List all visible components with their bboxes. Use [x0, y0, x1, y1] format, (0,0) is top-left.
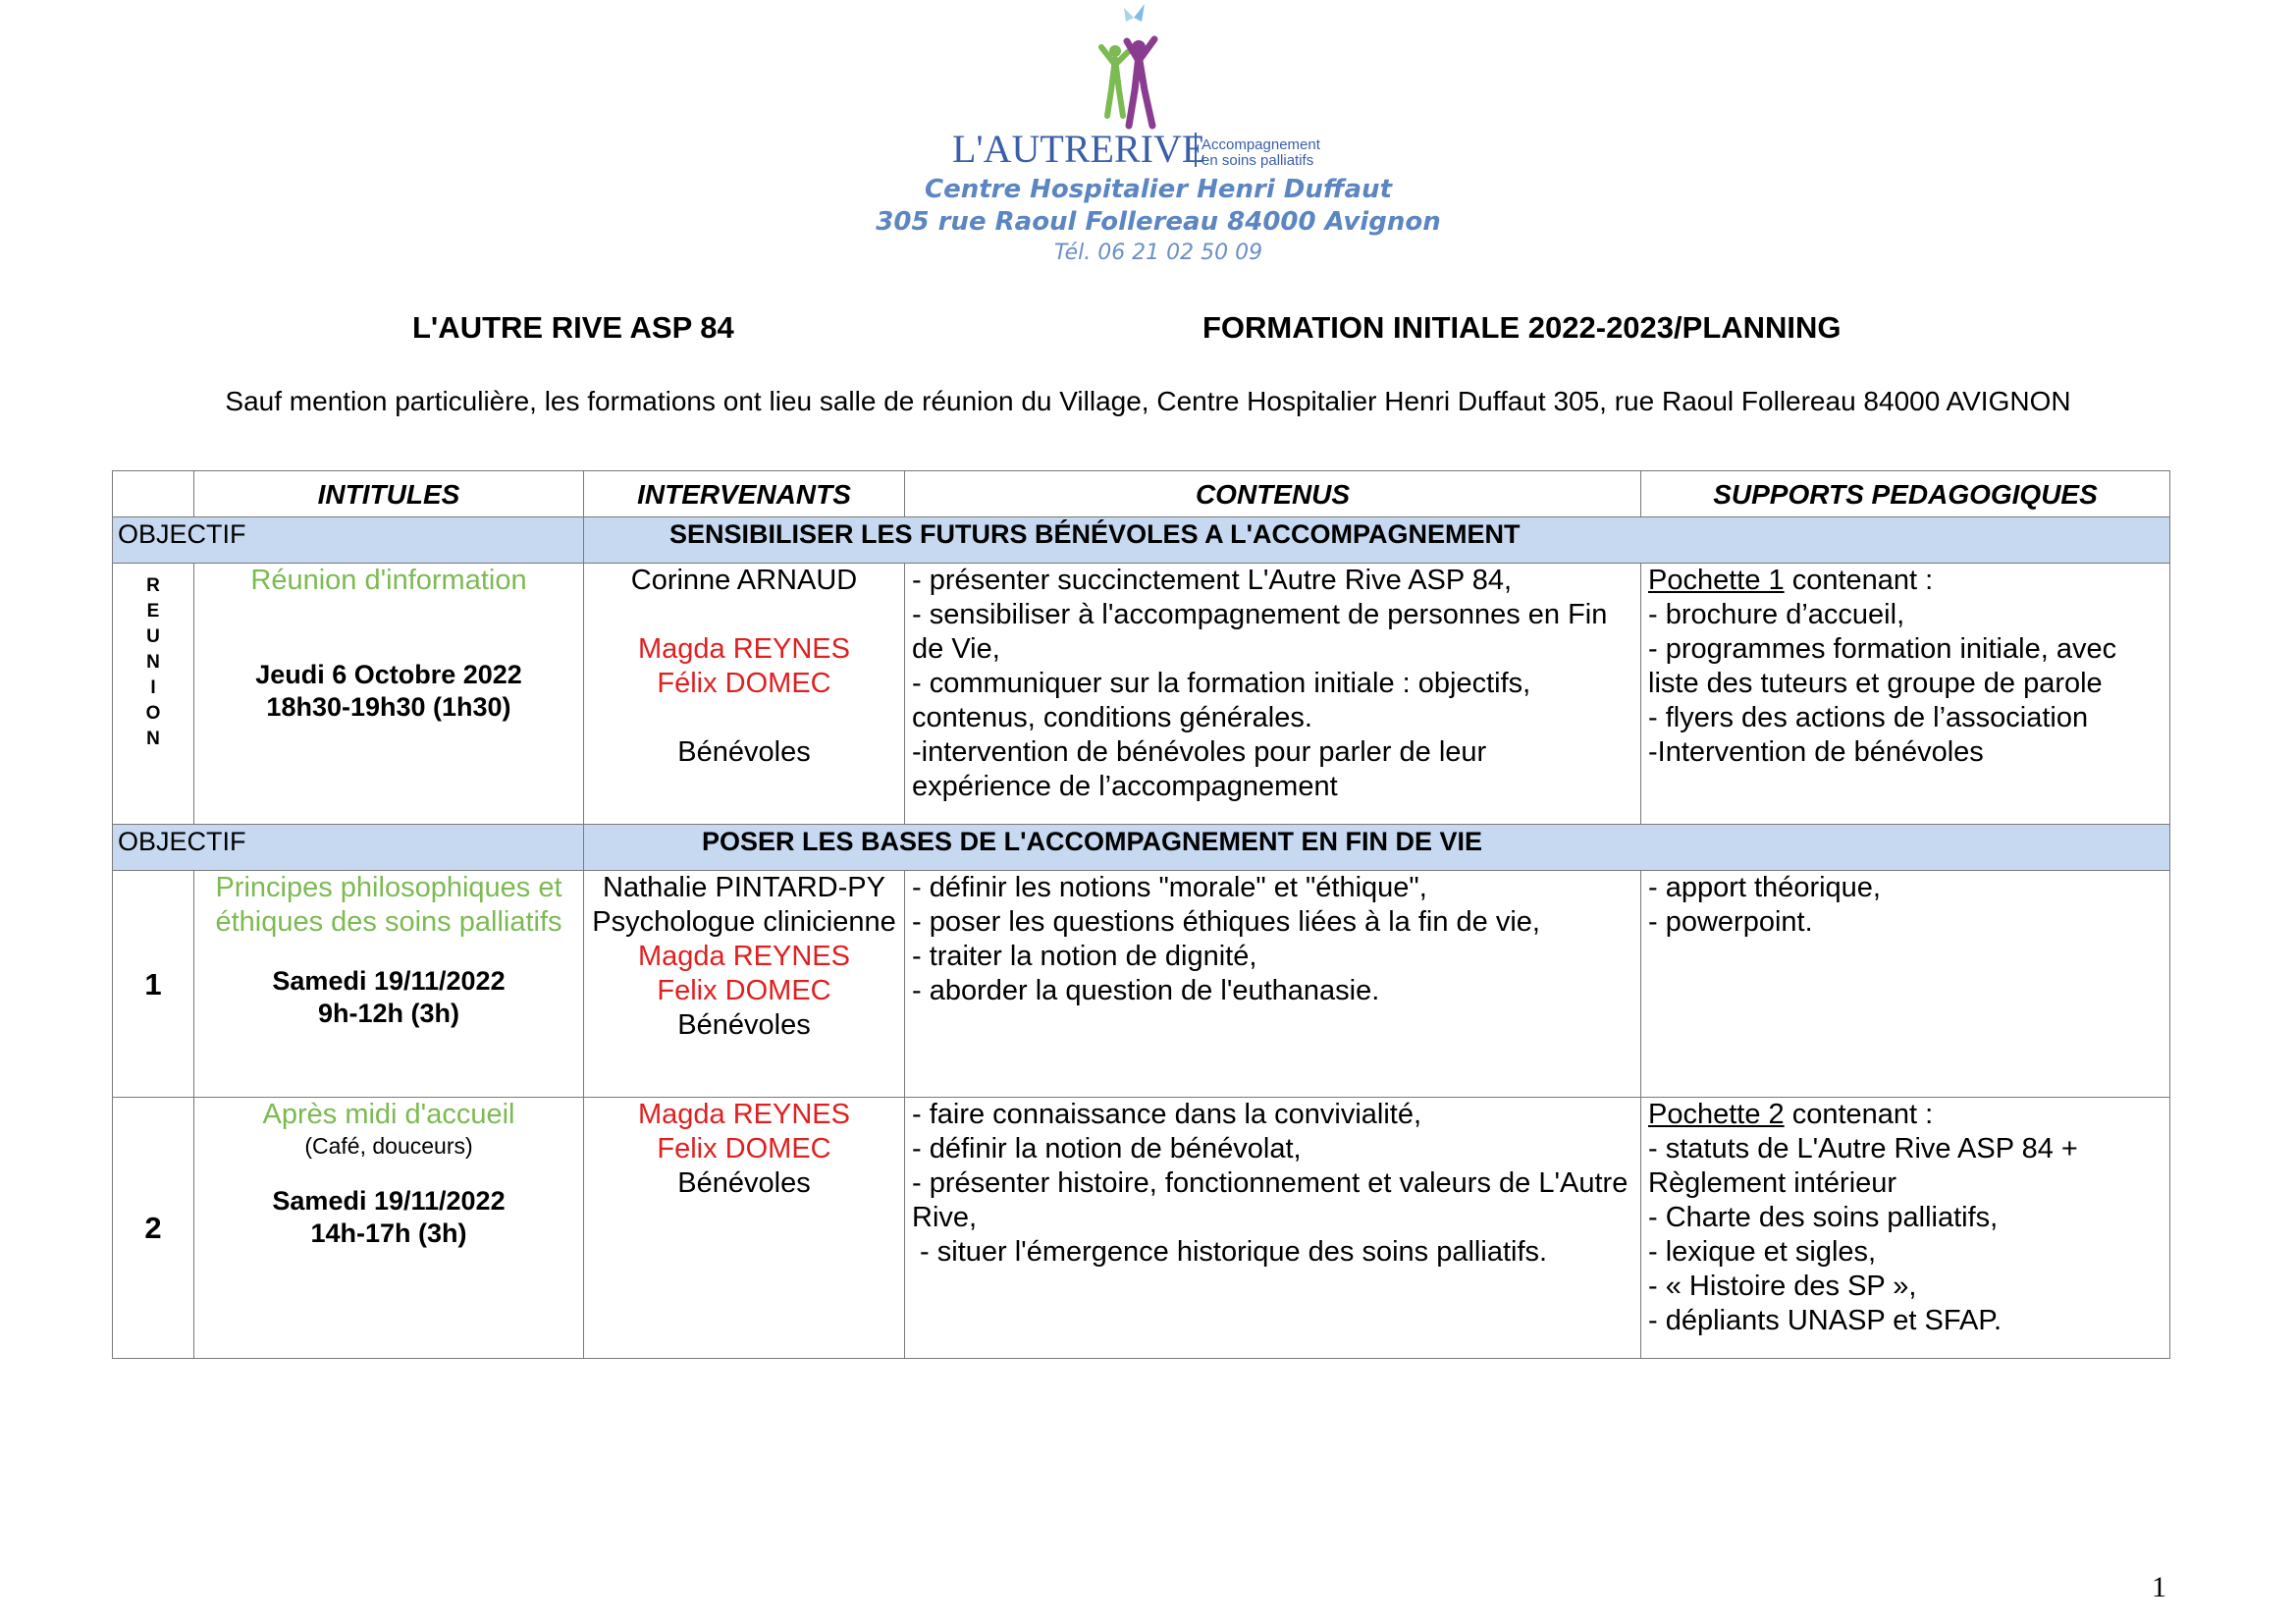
session-date: Samedi 19/11/2022 — [272, 966, 506, 996]
intervenant: Felix DOMEC — [657, 975, 831, 1006]
reunion-contenus — [905, 564, 1641, 825]
butterfly-icon — [1124, 4, 1145, 22]
support-lead — [1648, 564, 2163, 598]
support-lead — [1648, 1098, 2163, 1132]
support-item: - « Histoire des SP », — [1648, 1271, 1917, 1302]
row1-intervenants — [584, 871, 905, 1098]
pochette-rest: contenant : — [1784, 1099, 1934, 1130]
support-item: - lexique et sigles, — [1648, 1236, 1877, 1268]
objectif-1-text: SENSIBILISER LES FUTURS BÉNÉVOLES A L'ACCOMPAGNEMENT — [669, 519, 1521, 549]
intervenant: Bénévoles — [677, 1167, 811, 1199]
pochette-label: Pochette 1 — [1648, 565, 1785, 596]
support-item: - brochure d’accueil, — [1648, 599, 1905, 630]
session-title: Après midi d'accueil — [262, 1099, 515, 1130]
support-item: - statuts de L'Autre Rive ASP 84 + Règlement intérieur — [1648, 1133, 2078, 1199]
objectif-text — [584, 825, 2170, 871]
intervenant: Félix DOMEC — [657, 668, 831, 699]
intervenant: Bénévoles — [677, 736, 811, 768]
objectif-label: OBJECTIF — [118, 827, 246, 856]
support-item: - apport théorique, — [1648, 872, 1881, 903]
objectif-2-text: POSER LES BASES DE L'ACCOMPAGNEMENT EN FIN DE VIE — [702, 827, 1483, 856]
contenu-item: - situer l'émergence historique des soins palliatifs. — [912, 1236, 1548, 1268]
objectif-label: OBJECTIF — [118, 519, 246, 549]
objectif-cell — [113, 517, 584, 564]
intervenant: Magda REYNES — [638, 941, 850, 972]
reunion-letter: E — [146, 601, 160, 622]
session-number: 2 — [113, 1098, 194, 1359]
header-row — [113, 471, 2170, 517]
reunion-letter: O — [145, 703, 161, 724]
header-num — [113, 471, 194, 517]
intervenant: Magda REYNES — [638, 1099, 850, 1130]
session-subtitle: (Café, douceurs) — [304, 1133, 473, 1159]
row2-intitule — [194, 1098, 584, 1359]
objectif-cell — [113, 825, 584, 871]
session-date: Samedi 19/11/2022 — [272, 1186, 506, 1216]
table-row-2 — [113, 1098, 2170, 1359]
session-date: Jeudi 6 Octobre 2022 — [255, 660, 522, 689]
intervenant-role: Psychologue clinicienne — [592, 906, 896, 938]
pochette-rest: contenant : — [1784, 565, 1934, 596]
support-item: -Intervention de bénévoles — [1648, 736, 1984, 768]
table-row-reunion — [113, 564, 2170, 825]
logo-tagline-1: Accompagnement — [1201, 136, 1320, 153]
contenu-item: - traiter la notion de dignité, — [912, 941, 1257, 972]
reunion-letter: N — [146, 729, 160, 749]
contenu-item: - communiquer sur la formation initiale : objectifs, contenus, conditions générales. — [912, 668, 1531, 733]
figures-icon — [1101, 39, 1154, 126]
reunion-vertical-label — [113, 564, 194, 825]
contenu-item: - sensibiliser à l'accompagnement de personnes en Fin de Vie, — [912, 599, 1608, 665]
session-time: 9h-12h (3h) — [317, 999, 460, 1028]
contenu-item: - poser les questions éthiques liées à la fin de vie, — [912, 906, 1540, 938]
reunion-letter: R — [146, 575, 160, 596]
session-time: 18h30-19h30 (1h30) — [266, 692, 511, 722]
planning-title: FORMATION INITIALE 2022-2023/PLANNING — [1202, 310, 1842, 345]
street-address: 305 rue Raoul Follereau 84000 Avignon — [876, 207, 1441, 237]
reunion-intervenants — [584, 564, 905, 825]
intervenant: Felix DOMEC — [657, 1133, 831, 1164]
header-contenus: CONTENUS — [905, 471, 1641, 517]
logo-tagline-2: en soins palliatifs — [1201, 152, 1314, 169]
intervenant: Bénévoles — [677, 1009, 811, 1041]
reunion-letter: N — [146, 652, 160, 673]
session-title: Principes philosophiques et éthiques des soins palliatifs — [215, 872, 562, 938]
support-item: - programmes formation initiale, avec liste des tuteurs et groupe de parole — [1648, 633, 2117, 699]
lautrerive-logo — [942, 0, 1374, 172]
contenu-item: - aborder la question de l'euthanasie. — [912, 975, 1380, 1006]
contenu-item: - définir les notions "morale" et "éthique", — [912, 872, 1427, 903]
header-intervenants: INTERVENANTS — [584, 471, 905, 517]
support-item: - dépliants UNASP et SFAP. — [1648, 1305, 2002, 1336]
header-intitules: INTITULES — [194, 471, 584, 517]
contenu-item: -intervention de bénévoles pour parler de leur expérience de l’accompagnement — [912, 736, 1487, 802]
header-supports: SUPPORTS PEDAGOGIQUES — [1641, 471, 2170, 517]
row1-supports — [1641, 871, 2170, 1098]
telephone: Tél. 06 21 02 50 09 — [1053, 241, 1263, 265]
row1-contenus — [905, 871, 1641, 1098]
contenu-item: - définir la notion de bénévolat, — [912, 1133, 1302, 1164]
row2-contenus — [905, 1098, 1641, 1359]
intervenant: Corinne ARNAUD — [630, 565, 858, 596]
contenu-item: - présenter histoire, fonctionnement et valeurs de L'Autre Rive, — [912, 1167, 1629, 1233]
reunion-intitule — [194, 564, 584, 825]
session-number: 1 — [113, 871, 194, 1098]
venue-note: Sauf mention particulière, les formations ont lieu salle de réunion du Village, Centre Hospitalier Henri Duffaut 305, rue Raoul Follereau 84000 AVIGNON — [225, 386, 2071, 416]
row2-supports — [1641, 1098, 2170, 1359]
support-item: - Charte des soins palliatifs, — [1648, 1202, 1999, 1233]
objectif-text — [584, 517, 2170, 564]
contenu-item: - présenter succinctement L'Autre Rive ASP 84, — [912, 565, 1513, 596]
logo-brand-text: L'AUTRERIVE — [952, 127, 1206, 171]
row2-intervenants — [584, 1098, 905, 1359]
session-time: 14h-17h (3h) — [310, 1218, 467, 1248]
reunion-letter: I — [150, 677, 156, 698]
page-number: 1 — [2152, 1571, 2166, 1603]
association-title: L'AUTRE RIVE ASP 84 — [412, 310, 734, 345]
intervenant: Nathalie PINTARD-PY — [603, 872, 885, 903]
pochette-label: Pochette 2 — [1648, 1099, 1785, 1130]
row1-intitule — [194, 871, 584, 1098]
contenu-item: - faire connaissance dans la convivialité, — [912, 1099, 1422, 1130]
intervenant: Magda REYNES — [638, 633, 850, 665]
planning-table — [112, 470, 2170, 1359]
org-name: Centre Hospitalier Henri Duffaut — [925, 175, 1392, 204]
objectif-row — [113, 517, 2170, 564]
reunion-supports — [1641, 564, 2170, 825]
session-title: Réunion d'information — [250, 565, 527, 596]
table-row-1 — [113, 871, 2170, 1098]
reunion-letter: U — [146, 626, 160, 647]
support-item: - flyers des actions de l’association — [1648, 702, 2089, 733]
support-item: - powerpoint. — [1648, 906, 1813, 938]
objectif-row — [113, 825, 2170, 871]
